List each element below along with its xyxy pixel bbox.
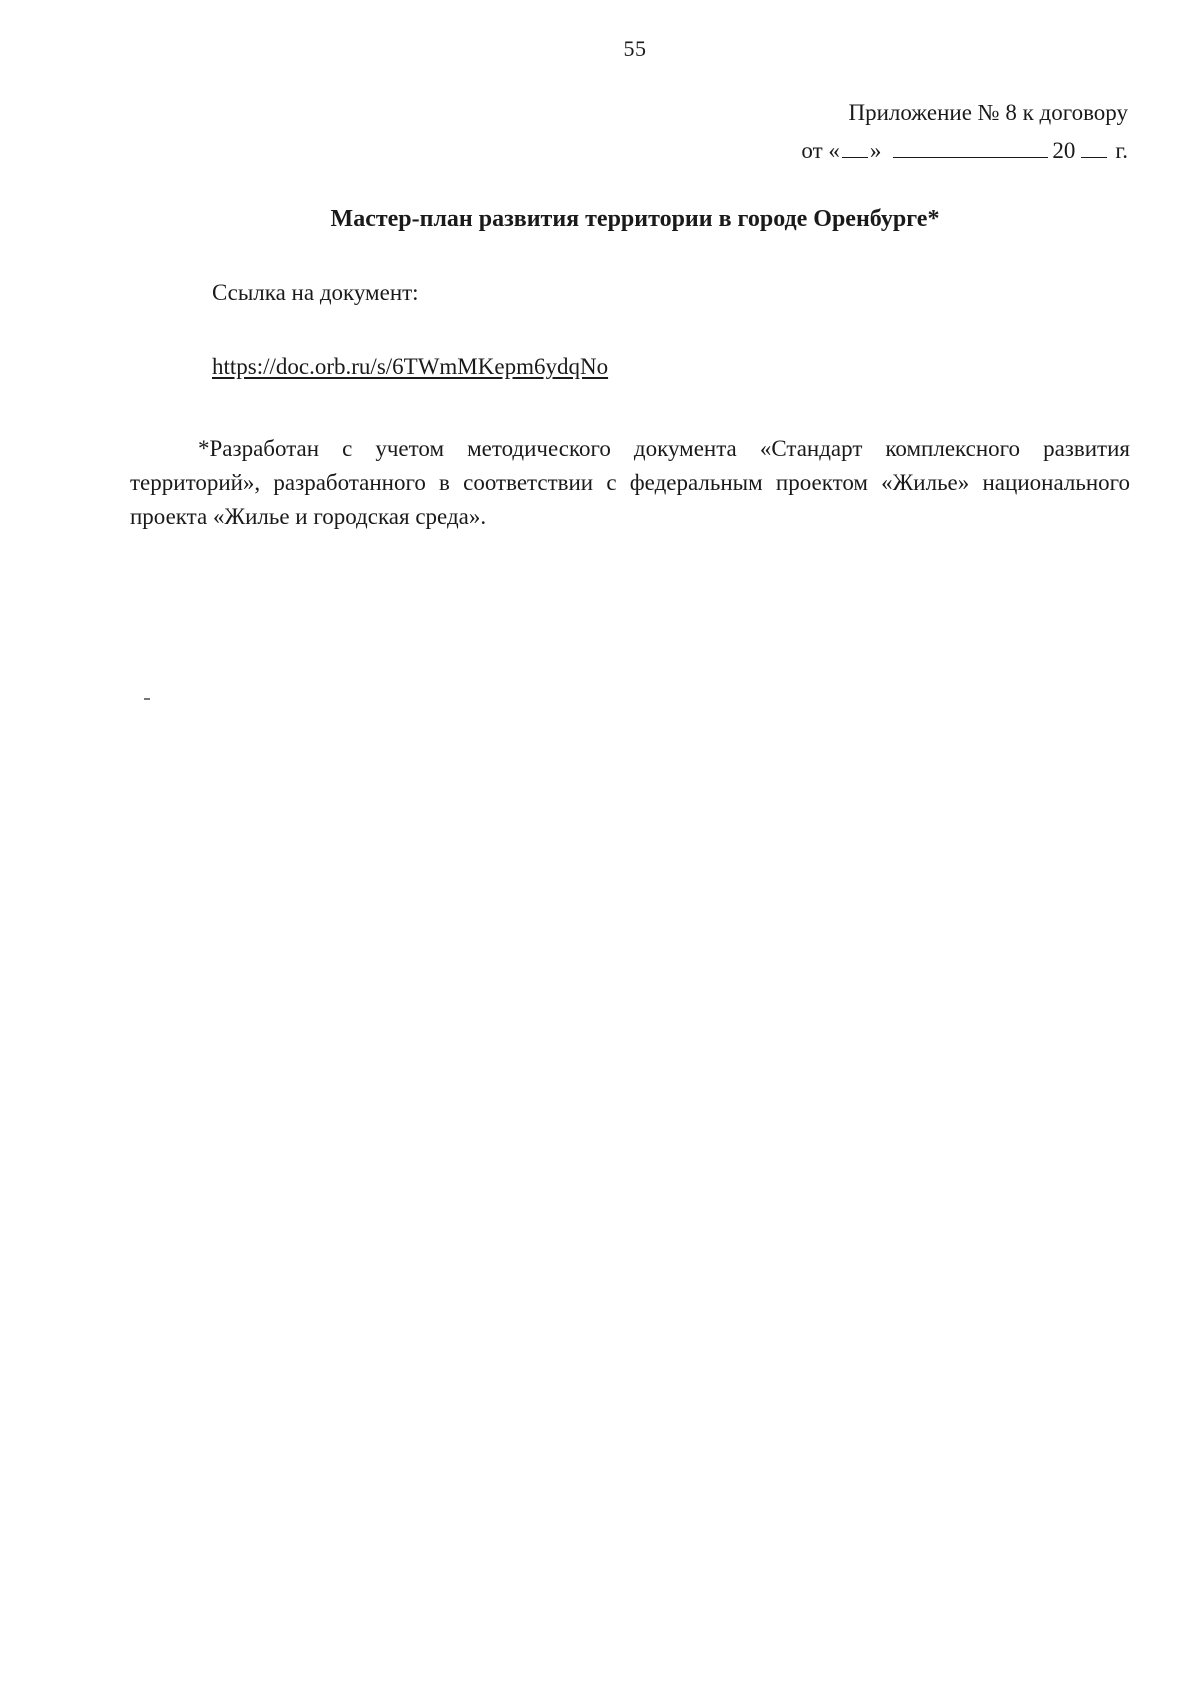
month-blank — [893, 137, 1048, 158]
year-blank — [1081, 137, 1107, 158]
page-number: 55 — [623, 36, 647, 61]
link-label: Ссылка на документ: — [212, 280, 419, 305]
document-link[interactable]: https://doc.orb.ru/s/6TWmMKepm6ydqNo — [212, 354, 609, 379]
footnote: *Разработан с учетом методического документа «Стандарт комплексного развития территорий», разработанного в соответствии с федеральным проектом «Жилье» национального проекта «Жилье и городская среда». — [130, 436, 1130, 529]
document-title: Мастер-план развития территории в городе Оренбурге* — [330, 206, 940, 232]
year-prefix: 20 — [1052, 138, 1076, 163]
scan-artifact — [144, 698, 150, 700]
appendix-header — [708, 94, 1128, 170]
appendix-line: Приложение № 8 к договору — [848, 100, 1128, 125]
year-suffix: г. — [1115, 138, 1128, 163]
appendix-date-line — [708, 132, 1128, 170]
day-blank — [842, 137, 868, 158]
date-prefix: от « — [801, 138, 840, 163]
date-mid: » — [869, 138, 882, 163]
